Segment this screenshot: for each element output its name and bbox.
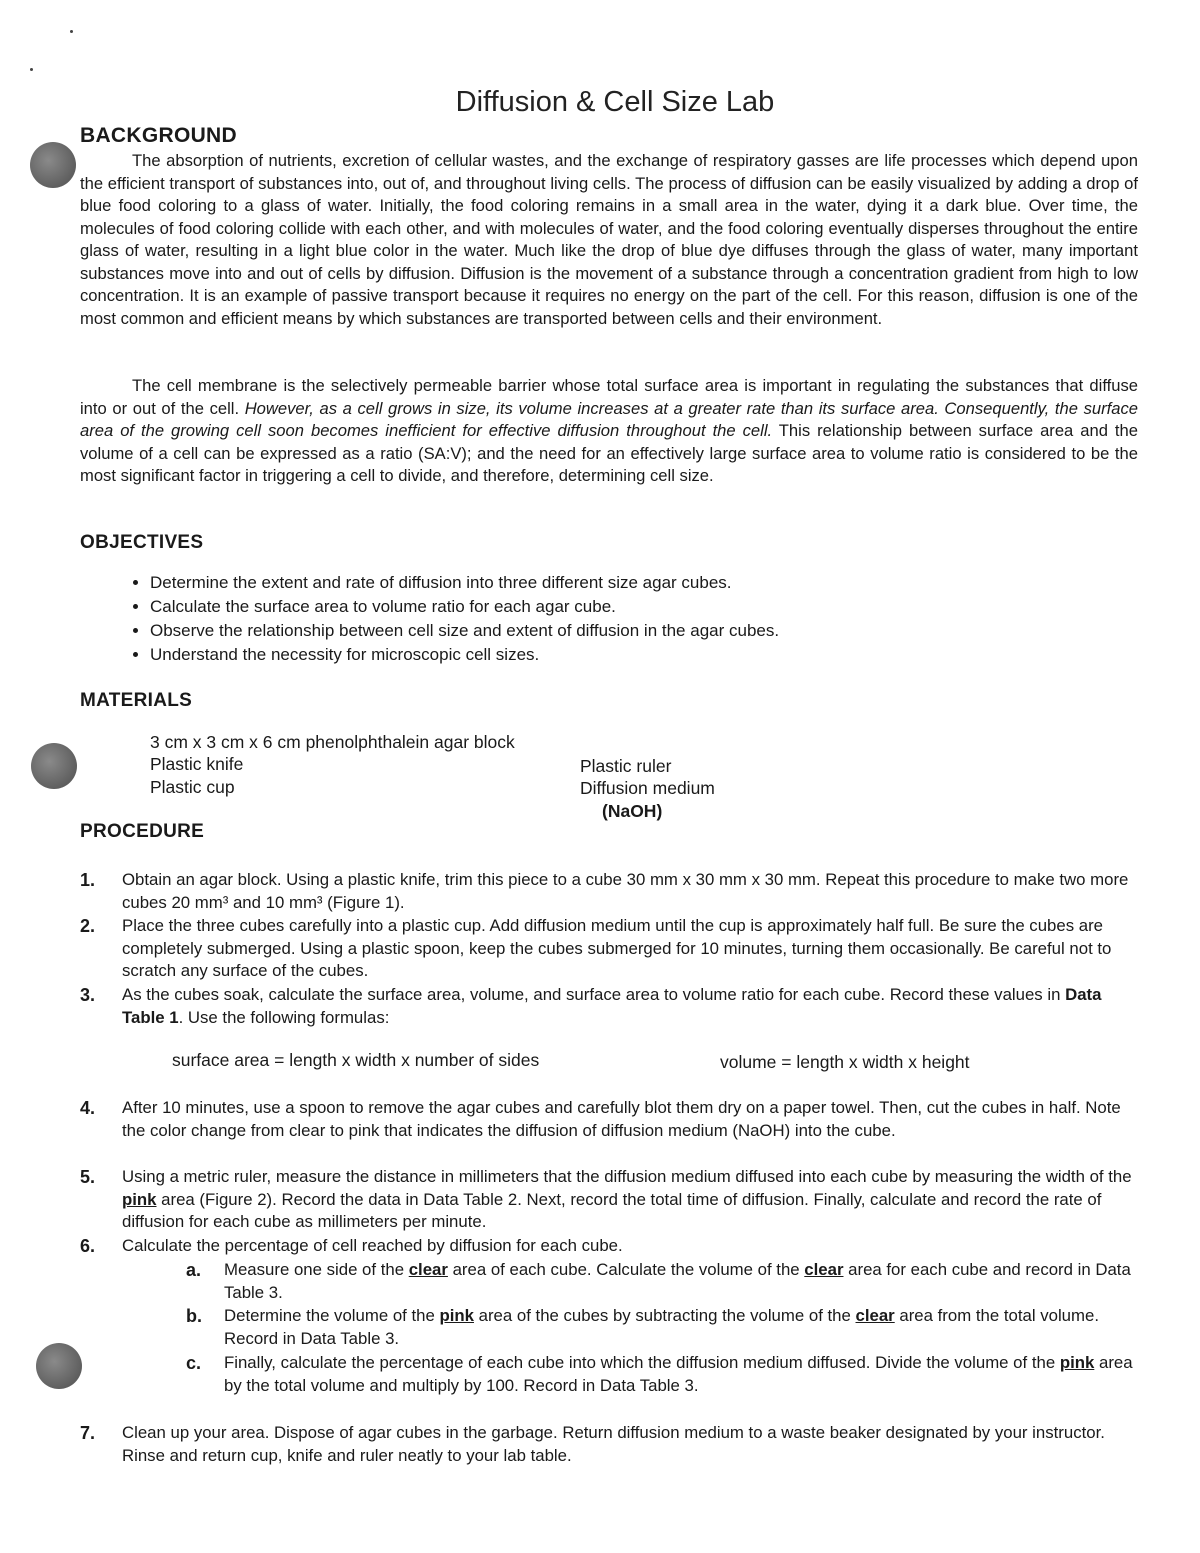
procedure-step-7 <box>80 1422 1148 1467</box>
step-6c-text-2: area by the total volume and multiply by 100. Record in Data Table 3. <box>224 1353 1133 1395</box>
formula-volume: volume = length x width x height <box>720 1052 970 1072</box>
objectives-list <box>110 571 1050 667</box>
pink-emphasis: pink <box>439 1306 474 1325</box>
background-paragraph-1 <box>80 150 1138 330</box>
procedure-step-6a <box>186 1259 1146 1304</box>
step-number: 5. <box>80 1167 96 1187</box>
procedure-step-6b <box>186 1305 1146 1350</box>
step-text: Obtain an agar block. Using a plastic knife, trim this piece to a cube 30 mm x 30 mm x 30 mm. Repeat this procedure to make two more cubes 20 mm³ and 10 mm³ (Figure 1). <box>122 870 1129 912</box>
material-naoh: (NaOH) <box>602 801 663 821</box>
page-title: Diffusion & Cell Size Lab <box>455 86 775 118</box>
step-text: After 10 minutes, use a spoon to remove the agar cubes and carefully blot them dry on a paper towel. Then, cut the cubes in half. Note the color change from clear to pink that indicates the diffusion of diffusion medium (NaOH) into the cube. <box>122 1098 1121 1140</box>
substep-text <box>224 1305 1146 1350</box>
step-6a-text-3: area for each cube and record in Data Table 3. <box>224 1260 1131 1302</box>
procedure-step-5 <box>80 1166 1148 1234</box>
procedure-step-1 <box>80 869 1148 914</box>
materials-heading: MATERIALS <box>80 690 193 711</box>
substep-text <box>224 1352 1146 1397</box>
step-text <box>122 984 1148 1029</box>
material-medium: Diffusion medium <box>580 778 715 798</box>
pink-emphasis: pink <box>1059 1353 1095 1372</box>
clear-emphasis: clear <box>804 1260 844 1279</box>
step-5-text-a: Using a metric ruler, measure the distance in millimeters that the diffusion medium diffused into each cube by measuring the width of the <box>122 1167 1132 1186</box>
objective-item: • Understand the necessity for microscopic cell sizes. <box>150 643 1050 667</box>
step-text <box>122 1166 1148 1234</box>
step-6a-text-2: area of each cube. Calculate the volume of the <box>447 1260 805 1279</box>
punch-hole-bottom <box>36 1343 82 1389</box>
material-agar-block: 3 cm x 3 cm x 6 cm phenolphthalein agar block <box>150 732 515 752</box>
background-p2-end: This relationship between surface area and the volume of a cell can be expressed as a ratio (SA:V); and the need for an effectively large surface area to volume ratio is considered to be the most significant factor in triggering a cell to divide, and therefore, determining cell size. <box>80 421 1138 485</box>
step-number: 4. <box>80 1098 96 1118</box>
material-cup: Plastic cup <box>150 777 235 797</box>
step-number: 3. <box>80 985 96 1005</box>
background-heading: BACKGROUND <box>80 124 237 147</box>
substep-letter: c. <box>186 1353 202 1373</box>
formula-surface-area: surface area = length x width x number of sides <box>172 1050 540 1070</box>
punch-hole-top <box>30 142 76 188</box>
step-6b-text-3: area from the total volume. Record in Data Table 3. <box>224 1306 1099 1348</box>
step-6a-text-1: Measure one side of the <box>224 1260 409 1279</box>
step-3-text-b: . Use the following formulas: <box>178 1007 390 1027</box>
pink-emphasis: pink <box>122 1189 157 1209</box>
scan-speck <box>30 68 33 71</box>
step-text: Clean up your area. Dispose of agar cubes in the garbage. Return diffusion medium to a waste beaker designated by your instructor. Rinse and return cup, knife and ruler neatly to your lab table. <box>122 1423 1105 1465</box>
procedure-step-3 <box>80 984 1148 1029</box>
step-text: Place the three cubes carefully into a plastic cup. Add diffusion medium until the cup is approximately half full. Be sure the cubes are completely submerged. Using a plastic spoon, keep the cubes submerged for 10 minutes, turning them occasionally. Be careful not to scratch any surface of the cubes. <box>122 916 1112 980</box>
step-6b-text-1: Determine the volume of the <box>224 1306 440 1325</box>
data-table-1-ref: Data Table 1 <box>122 985 1102 1027</box>
procedure-step-4 <box>80 1097 1148 1142</box>
step-number: 7. <box>80 1423 96 1443</box>
background-p1-text: The absorption of nutrients, excretion of cellular wastes, and the exchange of respiratory gasses are life processes which depend upon the efficient transport of substances into, out of, and throughout living cells. The process of diffusion can be easily visualized by adding a drop of blue food coloring to a glass of water. Initially, the food coloring remains in a small area in the water, dying it a dark blue. Over time, the molecules of food coloring collide with each other, and with molecules of water, and the food coloring eventually disperses throughout the entire glass of water, resulting in a light blue color in the water. Much like the drop of blue dye diffuses through the glass of water, many important substances move into and out of cells by diffusion. Diffusion is the movement of a substance through a concentration gradient from high to low concentration. It is an example of passive transport because it requires no energy on the part of the cell. For this reason, diffusion is one of the most common and efficient means by which substances are transported between cells and their environment. <box>80 151 1138 328</box>
objectives-heading: OBJECTIVES <box>80 532 204 553</box>
step-text: Calculate the percentage of cell reached by diffusion for each cube. <box>122 1236 623 1255</box>
step-number: 1. <box>80 870 96 890</box>
step-3-text-a: As the cubes soak, calculate the surface area, volume, and surface area to volume ratio for each cube. Record these values in <box>122 985 1066 1004</box>
procedure-step-6c <box>186 1352 1146 1397</box>
procedure-step-6 <box>80 1235 1148 1258</box>
background-p2-italic: However, as a cell grows in size, its volume increases at a greater rate than its surface area. Consequently, the surface area of the growing cell soon becomes inefficient for effective diffusion throughout the cell. <box>80 398 1138 440</box>
background-paragraph-2 <box>80 375 1138 488</box>
material-ruler: Plastic ruler <box>580 756 672 776</box>
scan-speck <box>70 30 73 33</box>
substep-text <box>224 1259 1146 1304</box>
step-number: 6. <box>80 1236 96 1256</box>
procedure-heading: PROCEDURE <box>80 821 205 842</box>
punch-hole-middle <box>31 743 77 789</box>
substep-letter: a. <box>186 1260 202 1280</box>
step-number: 2. <box>80 916 96 936</box>
step-5-text-b: area (Figure 2). Record the data in Data Table 2. Next, record the total time of diffusion. Finally, calculate and record the rate of diffusion for each cube as millimeters per minute. <box>122 1189 1102 1231</box>
objective-item: • Calculate the surface area to volume ratio for each agar cube. <box>150 595 1050 619</box>
background-p2-start: The cell membrane is the selectively permeable barrier whose total surface area is important in regulating the substances that diffuse into or out of the cell. <box>80 376 1138 418</box>
step-6c-text-1: Finally, calculate the percentage of each cube into which the diffusion medium diffused. Divide the volume of the <box>224 1353 1060 1372</box>
objective-item: • Determine the extent and rate of diffusion into three different size agar cubes. <box>150 571 1050 595</box>
objective-item: • Observe the relationship between cell size and extent of diffusion in the agar cubes. <box>150 619 1050 643</box>
substep-letter: b. <box>186 1306 202 1326</box>
material-knife: Plastic knife <box>150 754 244 774</box>
step-6b-text-2: area of the cubes by subtracting the volume of the <box>473 1306 856 1325</box>
procedure-step-2 <box>80 915 1148 983</box>
clear-emphasis: clear <box>408 1260 448 1279</box>
clear-emphasis: clear <box>855 1306 895 1325</box>
